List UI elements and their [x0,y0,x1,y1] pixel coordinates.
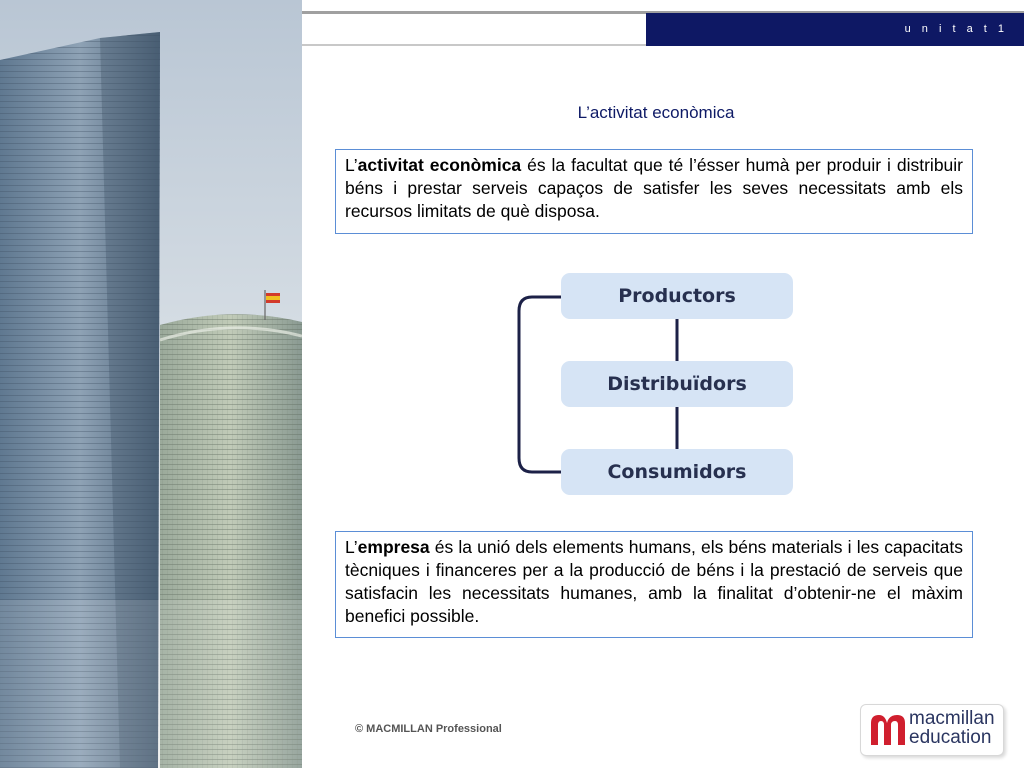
unit-label: u n i t a t 1 [904,23,1008,35]
definition-term: activitat econòmica [357,155,522,175]
definition-box [335,149,973,234]
macmillan-education-logo [860,704,1004,756]
city-towers-photo [0,0,302,768]
node-distribuidors: Distribuïdors [561,361,793,407]
macmillan-m-icon [869,713,907,747]
node-consumidors: Consumidors [561,449,793,495]
company-text: és la unió dels elements humans, els béns materials i les capacitats tècniques i financeres per a la producció de béns i la prestació de serveis que satisfacin les necessitats humanes, amb la finalitat d’obtenir-ne el màxim benefici possible. [345,537,963,626]
definition-text: és la facultat que té l’ésser humà per produir i distribuir béns i prestar serveis capaços de satisfer les seves necessitats amb els recursos limitats de què disposa. [345,155,964,221]
logo-line-macmillan: macmillan [909,708,995,729]
company-definition-box [335,531,973,638]
economic-agents-diagram [500,265,810,505]
definition-prefix: L’ [345,155,358,175]
company-term: empresa [357,537,430,557]
unit-tab [646,13,1024,46]
logo-line-education: education [909,727,992,748]
header-blank-bar [302,14,646,46]
page-title: L’activitat econòmica [577,103,735,122]
company-prefix: L’ [345,537,358,557]
bracket-connector [519,297,561,472]
copyright-text: © MACMILLAN Professional [355,723,502,735]
node-productors: Productors [561,273,793,319]
